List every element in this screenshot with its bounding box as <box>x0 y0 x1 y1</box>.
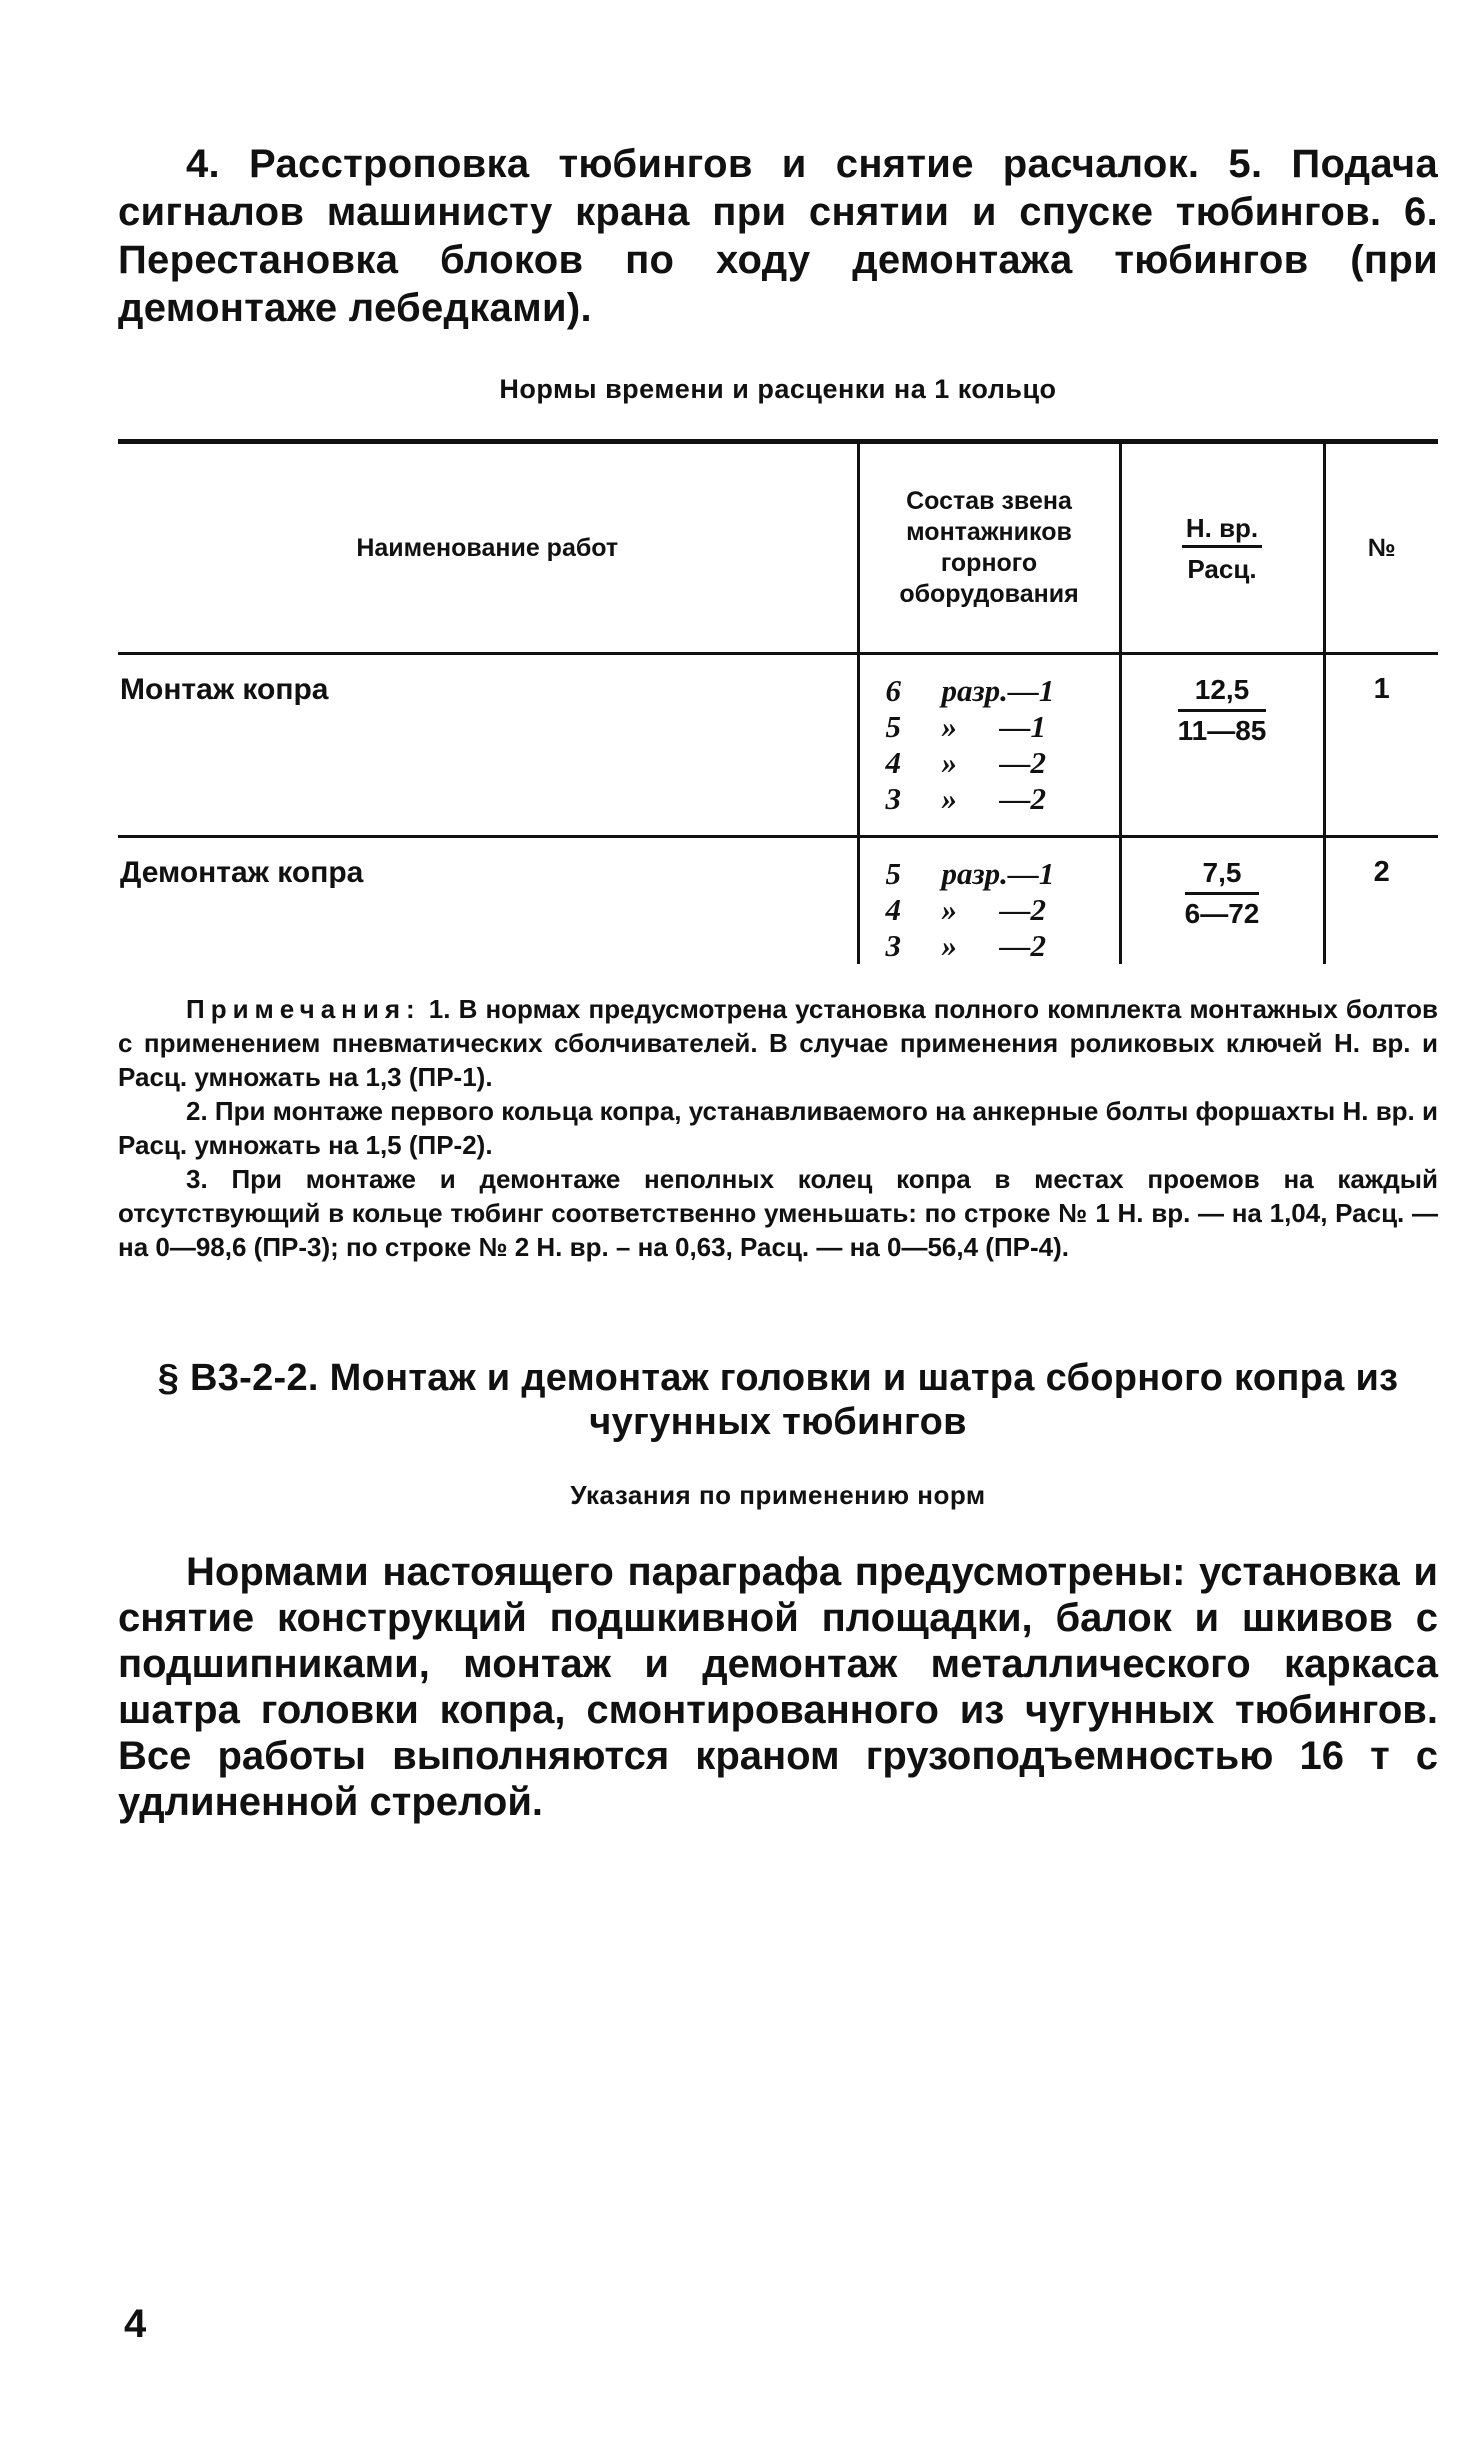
note-3: 3. При монтаже и демонтаже неполных колец копра в местах проемов на каждый отсутствующий в кольце тюбинг соответственно уменьшать: по строке № 1 Н. вр. — на 1,04, Расц. — на 0—98,6 (ПР-3); по строке № 2 Н. вр. – на 0,63, Расц. — на 0—56,4 (ПР-4). <box>118 1164 1438 1262</box>
section-body: Нормами настоящего параграфа предусмотрены: установка и снятие конструкций подшкивной площадки, балок и шкивов с подшипниками, монтаж и демонтаж металлического каркаса шатра головки копра, смонтированного из чугунных тюбингов. Все работы выполняются краном грузоподъемностью 16 т с удлиненной стрелой. <box>118 1550 1438 1824</box>
header-rate: Расц. <box>1187 553 1257 584</box>
table-row <box>118 654 1438 837</box>
work-name: Демонтаж копра <box>120 856 364 889</box>
time-rate-cell <box>1120 837 1324 965</box>
section-heading: § В3-2-2. Монтаж и демонтаж головки и шатра сборного копра из чугунных тюбингов <box>157 1357 1399 1443</box>
note-1 <box>118 992 1438 1094</box>
crew-line: 5 разр. —1 <box>885 856 1055 891</box>
time-rate-cell <box>1120 654 1324 837</box>
crew-line: 3 » —2 <box>885 928 1046 963</box>
crew-line: 6 разр. —1 <box>885 673 1055 708</box>
intro-paragraph: 4. Расстроповка тюбингов и снятие расчалок. 5. Подача сигналов машинисту крана при снятии и спуске тюбингов. 6. Перестановка блоков по ходу демонтажа тюбингов (при демонтаже лебедками). <box>118 142 1438 330</box>
header-work-name: Наименование работ <box>118 442 858 654</box>
header-time: Н. вр. <box>1182 511 1262 548</box>
notes-label: Примечания: <box>186 994 421 1024</box>
header-time-rate <box>1120 442 1324 654</box>
time-rate-fraction <box>1185 856 1260 931</box>
header-crew: Состав звена монтажников горного оборудования <box>858 442 1120 654</box>
section-subheading: Указания по применению норм <box>570 1480 986 1510</box>
rate-value: 6—72 <box>1184 898 1260 929</box>
crew-composition <box>858 654 1120 837</box>
page-number: 4 <box>124 2302 147 2346</box>
time-norm: 12,5 <box>1178 673 1267 712</box>
page-content <box>118 140 1438 1865</box>
crew-line: 3 » —2 <box>885 781 1046 816</box>
crew-line: 4 » —2 <box>885 892 1046 927</box>
header-number: № <box>1324 442 1438 654</box>
rate-value: 11—85 <box>1177 715 1267 746</box>
table-notes <box>118 992 1438 1264</box>
work-name: Монтаж копра <box>118 654 858 837</box>
crew-composition <box>858 837 1120 965</box>
row-number: 1 <box>1324 654 1438 837</box>
crew-line: 5 » —1 <box>885 709 1046 744</box>
row-number: 2 <box>1324 837 1438 965</box>
table-title: Нормы времени и расценки на 1 кольцо <box>499 374 1057 404</box>
header-time-fraction <box>1182 511 1262 586</box>
time-norm: 7,5 <box>1185 856 1260 895</box>
note-1-text: 1. В нормах предусмотрена установка полного комплекта монтажных болтов с применением пневматических сболчивателей. В случае применения роликовых ключей Н. вр. и Расц. умножать на 1,3 (ПР-1). <box>118 994 1438 1092</box>
norms-table <box>118 439 1438 964</box>
table-header-row <box>118 442 1438 654</box>
note-2: 2. При монтаже первого кольца копра, устанавливаемого на анкерные болты форшахты Н. вр. и Расц. умножать на 1,5 (ПР-2). <box>118 1096 1438 1160</box>
crew-line: 4 » —2 <box>885 745 1046 780</box>
time-rate-fraction <box>1178 673 1267 748</box>
table-row <box>118 837 1438 965</box>
